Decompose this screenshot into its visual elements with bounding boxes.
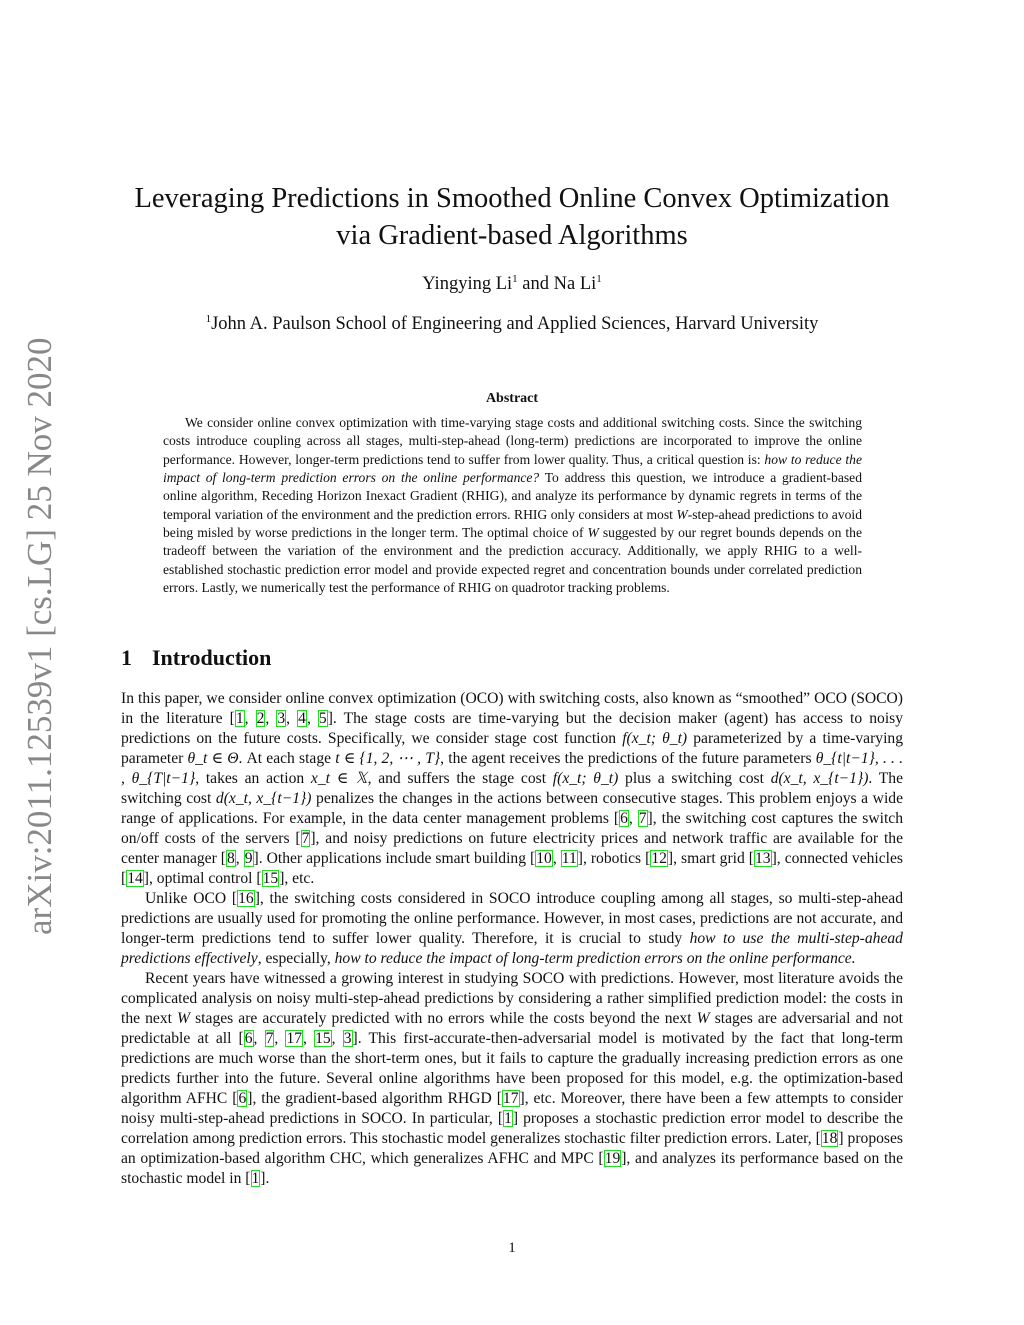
text-run: ]. The stage costs are time-varying but the decision maker (agent) has access to noisy predictions on the future costs. Specifically, we consider stage cost function	[121, 710, 904, 747]
citation-link[interactable]: 6	[238, 1090, 247, 1107]
text-run: ,	[274, 1030, 286, 1047]
italic-text: how to reduce the impact of long-term prediction errors on the online performance?	[163, 451, 862, 486]
citation-link[interactable]: 7	[638, 810, 647, 827]
citation-link[interactable]: 19	[604, 1150, 621, 1167]
text-run: ], robotics [	[577, 850, 651, 867]
citation-link[interactable]: 17	[502, 1090, 519, 1107]
citation-link[interactable]: 11	[561, 850, 577, 867]
citation-link[interactable]: 5	[318, 710, 327, 727]
text-run: penalizes the changes in the actions between consecutive stages. This problem enjoys a wide range of applications. For example, in the data center management problems [	[121, 790, 903, 827]
text-run: We consider online convex optimization with time-varying stage costs and additional switching costs. Since the switching costs introduce coupling across all stages, multi-step-ahead (long-term) predictions are incorporated to improve the online performance. However, longer-term predictions tend to suffer from lower quality. Thus, a critical question is:	[163, 415, 862, 467]
math-expression: θ_{t|t−1}, . . . , θ_{T|t−1}	[121, 750, 904, 787]
text-run: To address this question, we introduce a gradient-based online algorithm, Receding Horizon Inexact Gradient (RHIG), and analyze its performance by dynamic regrets in terms of the temporal variation of the environment and the prediction errors. RHIG only considers at most	[163, 470, 862, 522]
affiliation	[0, 313, 1024, 335]
text-run: , especially,	[257, 950, 335, 967]
math-expression: d(x_t, x_{t−1})	[215, 790, 312, 807]
text-run: ], connected vehicles [	[121, 850, 904, 887]
section-number: 1	[121, 645, 132, 670]
text-run: . At each stage	[238, 750, 336, 767]
italic-text: how to use the multi-step-ahead predictions effectively	[121, 930, 903, 967]
section-title: Introduction	[152, 645, 272, 670]
citation-link[interactable]: 7	[265, 1030, 274, 1047]
affil-mark: 1	[512, 273, 518, 285]
text-run: ], the switching costs considered in SOCO introduce coupling among all stages, so multi-step-ahead predictions are usually used for promoting the online performance. However, in most cases, predictions are not accurate, and longer-term predictions tend to suffer lower quality. Therefore, it is crucial to study	[121, 890, 904, 947]
citation-link[interactable]: 4	[298, 710, 306, 727]
citation-link[interactable]: 10	[536, 850, 552, 867]
text-run: In this paper, we consider online convex optimization (OCO) with switching costs, also known as “smoothed” OCO (SOCO) in the literature [	[121, 690, 903, 727]
paper-title	[0, 180, 1024, 254]
author-sep: and	[517, 274, 554, 295]
text-run: ], and noisy predictions on future electricity prices and network traffic are available for the center manager [	[121, 830, 904, 867]
citation-link[interactable]: 6	[244, 1030, 253, 1047]
math-expression: W	[587, 525, 599, 541]
text-run: stages are adversarial and not predictable at all [	[121, 1010, 903, 1047]
text-run: , the agent receives the predictions of the future parameters	[440, 750, 816, 767]
text-run: -step-ahead predictions to avoid being misled by worse predictions in the longer term. The optimal choice of	[163, 506, 862, 541]
text-run: ,	[331, 1030, 343, 1047]
citation-link[interactable]: 17	[286, 1030, 303, 1047]
citation-link[interactable]: 2	[256, 710, 265, 727]
math-expression: t ∈ {1, 2, ⋯ , T}	[335, 750, 441, 767]
title-line: Leveraging Predictions in Smoothed Online Convex Optimization	[134, 183, 890, 214]
text-run: suggested by our regret bounds depends on the tradeoff between the variation of the environment and the prediction accuracy. Additionally, we apply RHIG to a well-established stochastic prediction error model and provide expected regret and concentration bounds under correlated prediction errors. Lastly, we numerically test the performance of RHIG on quadrotor tracking problems.	[163, 525, 862, 596]
math-expression: d(x_t, x_{t−1})	[770, 770, 869, 787]
citation-link[interactable]: 3	[343, 1030, 352, 1047]
citation-link[interactable]: 3	[277, 710, 286, 727]
math-expression: W	[676, 506, 688, 522]
page-number: 1	[508, 1240, 516, 1256]
text-run: ], etc. Moreover, there have been a few attempts to consider noisy multi-step-ahead predictions in SOCO. In particular, [	[121, 1090, 903, 1127]
text-run: ], smart grid [	[667, 850, 754, 867]
citation-link[interactable]: 18	[821, 1130, 838, 1147]
math-expression: f(x_t; θ_t)	[622, 730, 688, 747]
intro-body	[121, 689, 903, 1189]
citation-link[interactable]: 15	[262, 870, 279, 887]
math-expression: f(x_t; θ_t)	[552, 770, 619, 787]
text-run: ], and analyzes its performance based on the stochastic model in [	[121, 1150, 903, 1187]
text-run: ]. This first-accurate-then-adversarial model is motivated by the fact that long-term predictions are much worse than the short-term ones, but it fails to capture the gradually increasing prediction errors as one predicts further into the future. Several online algorithms have been proposed for this model, e.g. the optimization-based algorithm AFHC [	[121, 1030, 904, 1107]
affil-mark: 1	[205, 313, 212, 325]
text-run: parameterized by a time-varying parameter	[121, 730, 903, 767]
text-run: ], the switching cost captures the switch on/off costs of the servers [	[121, 810, 903, 847]
affiliation-text: John A. Paulson School of Engineering and Applied Sciences, Harvard University	[211, 314, 819, 335]
paragraph	[121, 889, 903, 969]
abstract-heading: Abstract	[485, 391, 539, 406]
text-run: ], optimal control [	[143, 870, 262, 887]
text-run: Recent years have witnessed a growing interest in studying SOCO with predictions. However, most literature avoids the complicated analysis on noisy multi-step-ahead predictions by considering a rather simplified prediction model: the costs in the next	[121, 970, 903, 1027]
title-line: via Gradient-based Algorithms	[336, 220, 688, 251]
text-run: ] proposes a stochastic prediction error model to describe the correlation among prediction errors. This stochastic model generalizes stochastic filter prediction errors. Later, [	[121, 1110, 903, 1147]
citation-link[interactable]: 12	[651, 850, 667, 867]
authors	[0, 273, 1024, 295]
math-expression: θ_t ∈ Θ	[187, 750, 239, 767]
paragraph	[121, 689, 903, 889]
math-expression: W	[177, 1010, 191, 1027]
text-run: ]. Other applications include smart building [	[253, 850, 536, 867]
text-run: ,	[303, 1030, 315, 1047]
paragraph	[121, 969, 903, 1189]
italic-text: how to reduce the impact of long-term prediction errors on the online performance.	[334, 950, 856, 967]
affil-mark: 1	[596, 273, 602, 285]
text-run: Unlike OCO [	[145, 890, 238, 907]
section-heading	[121, 645, 271, 671]
text-run: ,	[286, 710, 298, 727]
citation-link[interactable]: 1	[504, 1110, 512, 1127]
text-run: , takes an action	[195, 770, 311, 787]
text-run: , and suffers the stage cost	[367, 770, 553, 787]
text-run: stages are accurately predicted with no errors while the costs beyond the next	[190, 1010, 697, 1027]
text-run: ,	[552, 850, 561, 867]
citation-link[interactable]: 9	[244, 850, 253, 867]
text-run: ,	[628, 810, 638, 827]
citation-link[interactable]: 1	[251, 1170, 260, 1187]
citation-link[interactable]: 14	[127, 870, 143, 887]
text-run: ], the gradient-based algorithm RHGD [	[247, 1090, 502, 1107]
arxiv-side-stamp: arXiv:2011.12539v1 [cs.LG] 25 Nov 2020	[20, 337, 59, 935]
text-run: . The switching cost	[121, 770, 904, 807]
text-run: ,	[306, 710, 318, 727]
text-run: plus a switching cost	[618, 770, 771, 787]
citation-link[interactable]: 6	[620, 810, 628, 827]
citation-link[interactable]: 15	[315, 1030, 331, 1047]
math-expression: W	[696, 1010, 710, 1027]
math-expression: x_t ∈ 𝕏	[310, 770, 368, 787]
citation-link[interactable]: 8	[226, 850, 235, 867]
text-run: ].	[260, 1170, 270, 1187]
text-run: ,	[265, 710, 277, 727]
text-run: ,	[244, 710, 256, 727]
text-run: ] proposes an optimization-based algorithm CHC, which generalizes AFHC and MPC [	[121, 1130, 903, 1167]
text-run: ,	[235, 850, 244, 867]
text-run: ], etc.	[279, 870, 315, 887]
citation-link[interactable]: 13	[755, 850, 771, 867]
citation-link[interactable]: 7	[301, 830, 310, 847]
abstract-body	[163, 414, 862, 597]
text-run: ,	[253, 1030, 265, 1047]
citation-link[interactable]: 1	[235, 710, 244, 727]
citation-link[interactable]: 16	[238, 890, 254, 907]
author: Yingying Li	[422, 274, 513, 295]
author: Na Li	[553, 274, 597, 295]
